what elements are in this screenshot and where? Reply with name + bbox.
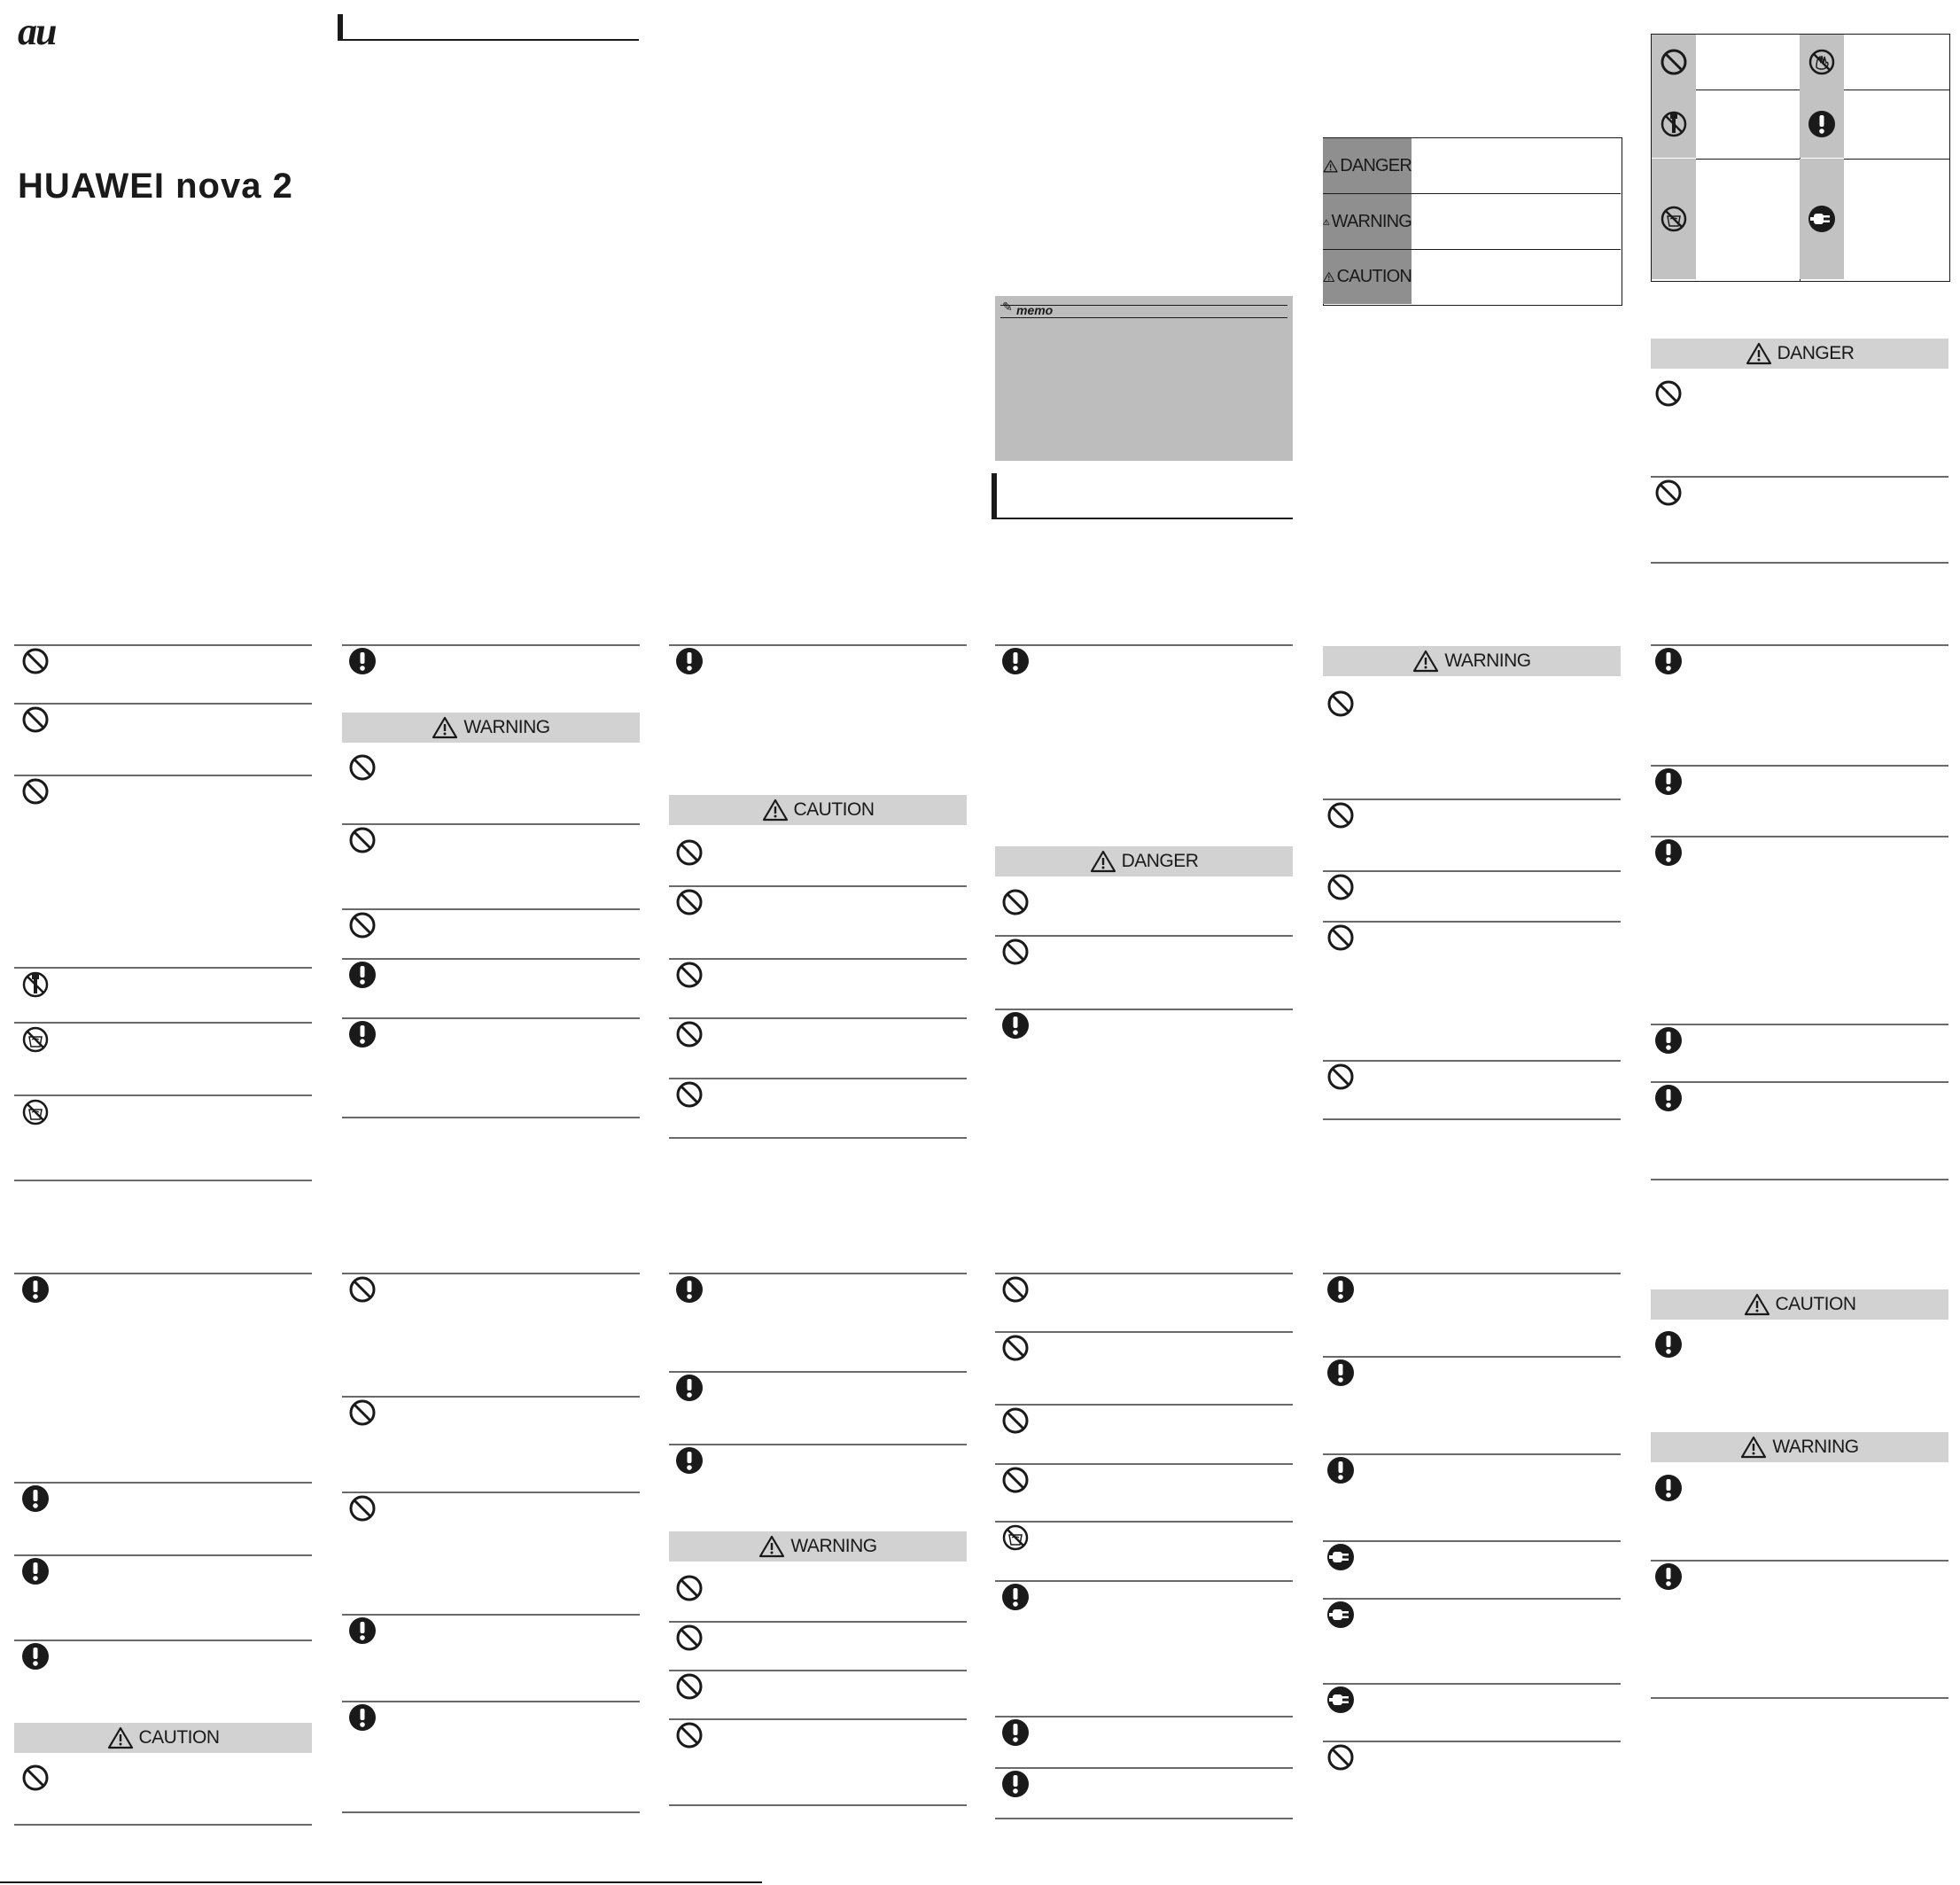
prohibited-icon (675, 1080, 704, 1109)
item-divider (342, 1017, 640, 1019)
warning-band (342, 713, 640, 743)
item-divider (995, 1463, 1293, 1465)
level-label-caution: CAUTION (1336, 267, 1412, 286)
item-divider (1323, 1273, 1621, 1274)
mandatory-icon (1001, 1718, 1030, 1747)
symbol-cell (1800, 90, 1844, 158)
prohibited-icon (1326, 1743, 1355, 1772)
item-divider (1323, 921, 1621, 923)
item-divider (995, 1716, 1293, 1718)
unplug-icon (1808, 205, 1836, 233)
item-divider (669, 885, 967, 887)
unplug-icon (1326, 1601, 1355, 1629)
prohibited-icon (348, 753, 377, 782)
item-divider (1651, 1024, 1948, 1025)
prohibited-icon (1654, 379, 1683, 408)
prohibited-icon (1326, 873, 1355, 901)
prohibited-icon (1001, 1466, 1030, 1494)
warning-triangle-icon (1323, 266, 1335, 288)
section-header-bar (992, 473, 1293, 519)
mandatory-icon (1001, 1770, 1030, 1798)
prohibited-icon (675, 1574, 704, 1602)
band-label: DANGER (1777, 343, 1855, 363)
symbol-cell (1800, 159, 1844, 279)
mandatory-icon (1326, 1275, 1355, 1304)
prohibited-icon (1654, 479, 1683, 507)
mandatory-icon (1654, 1026, 1683, 1055)
warning-triangle-icon (432, 716, 458, 739)
pencil-icon: ✎ (1002, 300, 1013, 314)
warning-triangle-icon (1744, 1293, 1770, 1316)
memo-label: memo (1016, 303, 1054, 317)
item-divider (342, 1811, 640, 1813)
item-divider (14, 1482, 312, 1484)
item-divider (995, 935, 1293, 937)
symbol-cell (1800, 35, 1844, 90)
no-water-icon (21, 1098, 50, 1126)
mandatory-icon (1001, 647, 1030, 675)
item-divider (669, 1718, 967, 1720)
item-divider (1323, 798, 1621, 800)
warning-triangle-icon (1746, 342, 1772, 365)
prohibited-icon (348, 1275, 377, 1304)
mandatory-icon (1654, 647, 1683, 675)
item-divider (995, 1331, 1293, 1333)
prohibited-icon (675, 1721, 704, 1749)
item-divider (669, 1621, 967, 1623)
item-divider (14, 1273, 312, 1274)
warning-band (669, 1531, 967, 1562)
warning-triangle-icon (1323, 211, 1330, 233)
no-disassembly-icon (21, 970, 50, 999)
page-bottom-rule (0, 1881, 762, 1883)
warning-triangle-icon (758, 1535, 785, 1558)
item-divider (1323, 1540, 1621, 1542)
mandatory-icon (21, 1484, 50, 1513)
warning-triangle-icon (1412, 650, 1439, 673)
item-divider (1323, 1060, 1621, 1062)
mandatory-icon (675, 647, 704, 675)
mandatory-icon (675, 1275, 704, 1304)
item-divider (1651, 1560, 1948, 1562)
item-divider (342, 1117, 640, 1118)
item-divider (995, 1818, 1293, 1819)
item-divider (342, 958, 640, 960)
mandatory-icon (348, 647, 377, 675)
symbol-cell (1652, 90, 1696, 158)
item-divider (1651, 1697, 1948, 1699)
mandatory-icon (675, 1374, 704, 1402)
item-divider (342, 823, 640, 825)
item-divider (342, 644, 640, 646)
prohibited-icon (348, 911, 377, 939)
mandatory-icon (1654, 1562, 1683, 1591)
symbol-cell (1652, 159, 1696, 279)
item-divider (669, 644, 967, 646)
level-label-danger: DANGER (1340, 155, 1412, 175)
item-divider (14, 1094, 312, 1096)
item-divider (995, 1521, 1293, 1523)
band-label: WARNING (790, 1536, 877, 1556)
mandatory-icon (1654, 1474, 1683, 1502)
prohibited-icon (1001, 1406, 1030, 1435)
prohibited-icon (348, 1494, 377, 1523)
product-title: HUAWEI nova 2 (18, 167, 293, 206)
prohibited-icon (348, 826, 377, 854)
item-divider (1323, 1453, 1621, 1455)
level-label-warning: WARNING (1331, 211, 1412, 231)
item-divider (1323, 870, 1621, 872)
item-divider (1651, 765, 1948, 767)
item-divider (342, 908, 640, 910)
item-divider (995, 1273, 1293, 1274)
item-divider (342, 1396, 640, 1398)
caution-band (14, 1723, 312, 1753)
item-divider (669, 1273, 967, 1274)
band-label: CAUTION (1775, 1294, 1856, 1314)
prohibited-icon (675, 1020, 704, 1048)
item-divider (669, 958, 967, 960)
prohibited-icon (21, 1764, 50, 1792)
section-header-bar (338, 14, 639, 41)
no-water-icon (1001, 1523, 1030, 1552)
prohibited-icon (675, 838, 704, 867)
item-divider (995, 1580, 1293, 1582)
mandatory-icon (348, 1020, 377, 1048)
warning-triangle-icon (762, 798, 789, 822)
band-label: CAUTION (138, 1727, 220, 1748)
item-divider (669, 1670, 967, 1671)
band-label: WARNING (463, 717, 550, 737)
item-divider (14, 967, 312, 969)
mandatory-icon (1001, 1011, 1030, 1040)
prohibited-icon (1001, 1334, 1030, 1362)
item-divider (1651, 1179, 1948, 1180)
no-water-icon (21, 1025, 50, 1054)
prohibited-icon (21, 647, 50, 675)
item-divider (342, 1614, 640, 1616)
item-divider (669, 1017, 967, 1019)
prohibited-icon (1001, 888, 1030, 916)
level-row-caution (1323, 250, 1621, 304)
warning-triangle-icon (1323, 155, 1338, 177)
no-disassembly-icon (1660, 110, 1688, 138)
prohibited-icon (675, 888, 704, 916)
item-divider (1323, 1598, 1621, 1600)
item-divider (669, 1078, 967, 1079)
prohibited-icon (1326, 1063, 1355, 1091)
mandatory-icon (21, 1557, 50, 1585)
item-divider (995, 1009, 1293, 1010)
danger-band (995, 846, 1293, 876)
item-divider (1651, 476, 1948, 478)
caution-band (669, 795, 967, 825)
mandatory-icon (1654, 1330, 1683, 1359)
item-divider (342, 1273, 640, 1274)
band-label: DANGER (1121, 851, 1199, 871)
mandatory-icon (1654, 767, 1683, 796)
item-divider (995, 644, 1293, 646)
item-divider (669, 1371, 967, 1373)
item-divider (14, 644, 312, 646)
item-divider (342, 1492, 640, 1493)
caution-band (1651, 1289, 1948, 1320)
prohibited-icon (1326, 689, 1355, 718)
mandatory-icon (1808, 110, 1836, 138)
item-divider (1651, 1081, 1948, 1083)
item-divider (14, 1180, 312, 1181)
mandatory-icon (1001, 1583, 1030, 1611)
item-divider (14, 703, 312, 705)
item-divider (1323, 1118, 1621, 1120)
memo-box (995, 296, 1293, 461)
symbol-cell (1652, 35, 1696, 90)
warning-triangle-icon (1090, 850, 1116, 873)
danger-band (1651, 339, 1948, 369)
item-divider (669, 1137, 967, 1139)
band-label: WARNING (1444, 650, 1531, 671)
item-divider (995, 1767, 1293, 1769)
mandatory-icon (21, 1275, 50, 1304)
prohibited-icon (1001, 1275, 1030, 1304)
item-divider (1651, 836, 1948, 837)
warning-triangle-icon (1740, 1436, 1767, 1459)
level-row-warning (1323, 194, 1621, 250)
mandatory-icon (1654, 1084, 1683, 1112)
prohibited-icon (1660, 48, 1688, 76)
item-divider (14, 775, 312, 776)
item-divider (14, 1554, 312, 1556)
warning-band (1323, 646, 1621, 676)
item-divider (14, 1640, 312, 1641)
prohibited-icon (675, 1624, 704, 1652)
mandatory-icon (348, 961, 377, 989)
item-divider (14, 1824, 312, 1826)
mandatory-icon (675, 1446, 704, 1475)
mandatory-icon (1326, 1456, 1355, 1484)
carrier-logo: au (18, 10, 56, 53)
mandatory-icon (348, 1703, 377, 1732)
mandatory-icon (348, 1616, 377, 1645)
level-row-danger (1323, 138, 1621, 194)
prohibited-icon (675, 1672, 704, 1701)
item-divider (1651, 562, 1948, 564)
item-divider (669, 1444, 967, 1445)
prohibited-icon (21, 777, 50, 806)
unplug-icon (1326, 1543, 1355, 1571)
prohibited-icon (1326, 801, 1355, 830)
item-divider (14, 1022, 312, 1024)
item-divider (1323, 1683, 1621, 1685)
item-divider (995, 1404, 1293, 1406)
item-divider (1651, 644, 1948, 646)
unplug-icon (1326, 1686, 1355, 1714)
warning-band (1651, 1432, 1948, 1462)
item-divider (342, 1701, 640, 1702)
prohibited-icon (1001, 938, 1030, 966)
mandatory-icon (21, 1642, 50, 1671)
no-wet-hands-icon (1808, 48, 1836, 76)
prohibited-icon (675, 961, 704, 989)
band-label: WARNING (1772, 1437, 1859, 1457)
mandatory-icon (1326, 1359, 1355, 1387)
prohibited-icon (21, 705, 50, 734)
mandatory-icon (1654, 838, 1683, 867)
band-label: CAUTION (793, 799, 875, 820)
item-divider (1323, 1741, 1621, 1742)
prohibited-icon (348, 1398, 377, 1427)
no-water-icon (1660, 205, 1688, 233)
item-divider (1323, 1356, 1621, 1358)
warning-triangle-icon (107, 1726, 134, 1749)
prohibited-icon (1326, 923, 1355, 952)
item-divider (669, 1804, 967, 1806)
